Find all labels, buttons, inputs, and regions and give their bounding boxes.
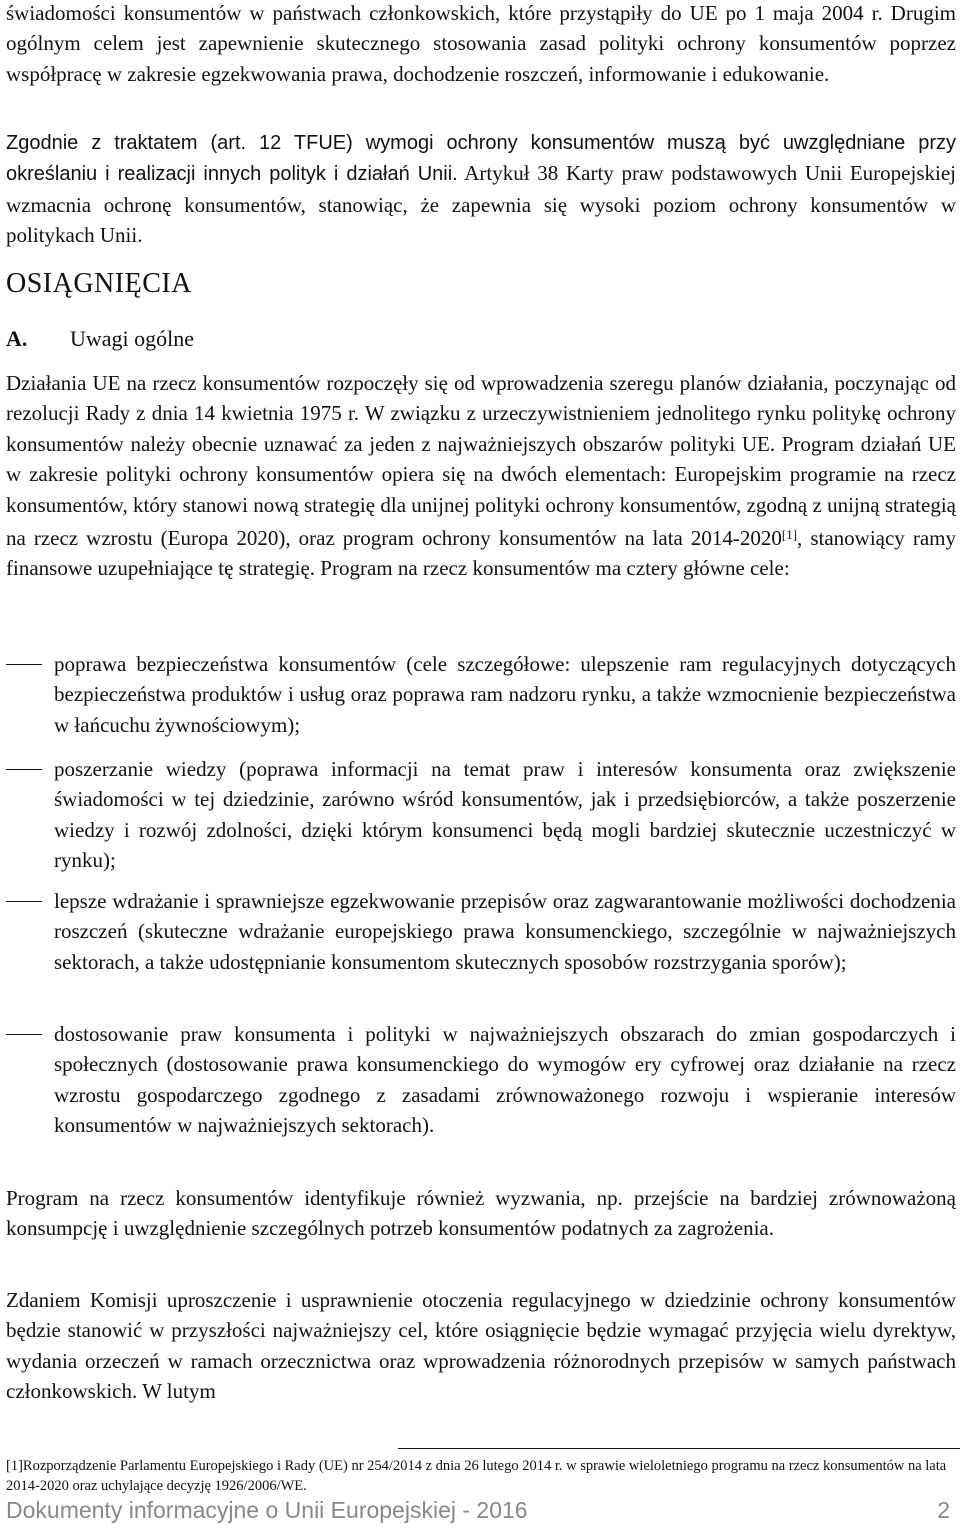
section-heading: OSIĄGNIĘCIA: [6, 268, 192, 299]
footnote: [1]Rozporządzenie Parlamentu Europejskiego i Rady (UE) nr 254/2014 z dnia 26 lutego 2014 r. w sprawie wieloletniego programu na rzecz konsumentów na lata 2014-2020 oraz uchylające decyzję 1926/2006/WE.: [6, 1458, 947, 1494]
list-item-text: poszerzanie wiedzy (poprawa informacji na temat praw i interesów konsumenta oraz zwiększenie świadomości w tej dziedzinie, zarówno wśród konsumentów, jak i przedsiębiorców, a także poszerzenie wiedzy i rozwój zdolności, dzięki którym konsumenci będą mogli bardziej skutecznie uczestniczyć w rynku);: [54, 757, 956, 873]
list-item-text: dostosowanie praw konsumenta i polityki w najważniejszych obszarach do zmian gospodarczych i społecznych (dostosowanie prawa konsumenckiego do wymogów ery cyfrowej oraz działanie na rzecz wzrostu gospodarczego zgodnego z zasadami zrównoważonego rozwoju i wspieranie interesów konsumentów w najważniejszych sektorach).: [54, 1022, 956, 1138]
dash-marker: [6, 664, 42, 665]
intro-paragraph: [6, 0, 956, 89]
subsection-heading: [6, 326, 194, 352]
dash-marker: [6, 901, 42, 902]
subsection-letter: A.: [6, 326, 28, 351]
treaty-text-serif: Artykuł 38 Karty praw podstawowych Unii Europejskiej wzmacnia ochronę konsumentów, stanowiąc, że zapewnia się wysoki poziom ochrony konsumentów w politykach Unii.: [6, 161, 956, 248]
list-item: [6, 649, 956, 740]
dash-marker: [6, 1034, 42, 1035]
page-footer: [6, 1497, 956, 1527]
list-item-text: lepsze wdrażanie i sprawniejsze egzekwowanie przepisów oraz zagwarantowanie możliwości dochodzenia roszczeń (skuteczne wdrażanie europejskiego prawa konsumenckiego, szczególnie w najważniejszych sektorach, a także udostępnianie konsumentom skutecznych sposobów rozstrzygania sporów);: [54, 889, 956, 974]
intro-text: świadomości konsumentów w państwach członkowskich, które przystąpiły do UE po 1 maja 2004 r. Drugim ogólnym celem jest zapewnienie skutecznego stosowania zasad polityki ochrony konsumentów poprzez współpracę w zakresie egzekwowania prawa, dochodzenie roszczeń, informowanie i edukowanie.: [6, 1, 956, 86]
footer-title: Dokumenty informacyjne o Unii Europejskiej - 2016: [6, 1497, 528, 1523]
footnote-divider: [398, 1448, 960, 1449]
program-text-part1: Działania UE na rzecz konsumentów rozpoczęły się od wprowadzenia szeregu planów działania, poczynając od rezolucji Rady z dnia 14 kwietnia 1975 r. W związku z urzeczywistnieniem jednolitego rynku politykę ochrony konsumentów należy obecnie uznawać za jeden z najważniejszych obszarów polityki UE. Program działań UE w zakresie polityki ochrony konsumentów opiera się na dwóch elementach: Europejskim programie na rzecz konsumentów, który stanowi nową strategię dla unijnej polityki ochrony konsumentów, zgodną z unijną strategią na rzecz wzrostu (Europa 2020), oraz program ochrony konsumentów na lata 2014-2020: [6, 371, 956, 551]
challenges-paragraph: Program na rzecz konsumentów identyfikuje również wyzwania, np. przejście na bardziej zrównoważoną konsumpcję i uwzględnienie szczególnych potrzeb konsumentów podatnych za zagrożenia.: [6, 1186, 956, 1241]
commission-paragraph: Zdaniem Komisji uproszczenie i usprawnienie otoczenia regulacyjnego w dziedzinie ochrony konsumentów będzie stanowić w przyszłości najważniejszy cel, które osiągnięcie będzie wymagać przyjęcia wielu dyrektyw, wydania orzeczeń w ramach orzecznictwa oraz wprowadzenia różnorodnych przepisów w samych państwach członkowskich. W lutym: [6, 1288, 956, 1404]
treaty-text-sans: Zgodnie z traktatem (art. 12 TFUE) wymogi ochrony konsumentów muszą być uwzględniane przy określaniu i realizacji innych polityk i działań Unii.: [6, 132, 956, 186]
program-paragraph: [6, 368, 956, 584]
list-item: [6, 886, 956, 977]
page-number: 2: [937, 1497, 950, 1523]
subsection-title: Uwagi ogólne: [70, 326, 195, 351]
list-item-text: poprawa bezpieczeństwa konsumentów (cele szczegółowe: ulepszenie ram regulacyjnych dotyczących bezpieczeństwa produktów i usług oraz poprawa ram nadzoru rynku, a także wzmocnienie bezpieczeństwa w łańcuchu żywnościowym);: [54, 652, 956, 737]
list-item: [6, 754, 956, 876]
list-item: [6, 1019, 956, 1141]
footnote-reference[interactable]: [1]: [781, 527, 798, 543]
treaty-paragraph: [6, 127, 956, 251]
dash-marker: [6, 769, 42, 770]
program-text-part2: , stanowiący ramy finansowe uzupełniające tę strategię. Program na rzecz konsumentów ma cztery główne cele:: [6, 526, 956, 581]
